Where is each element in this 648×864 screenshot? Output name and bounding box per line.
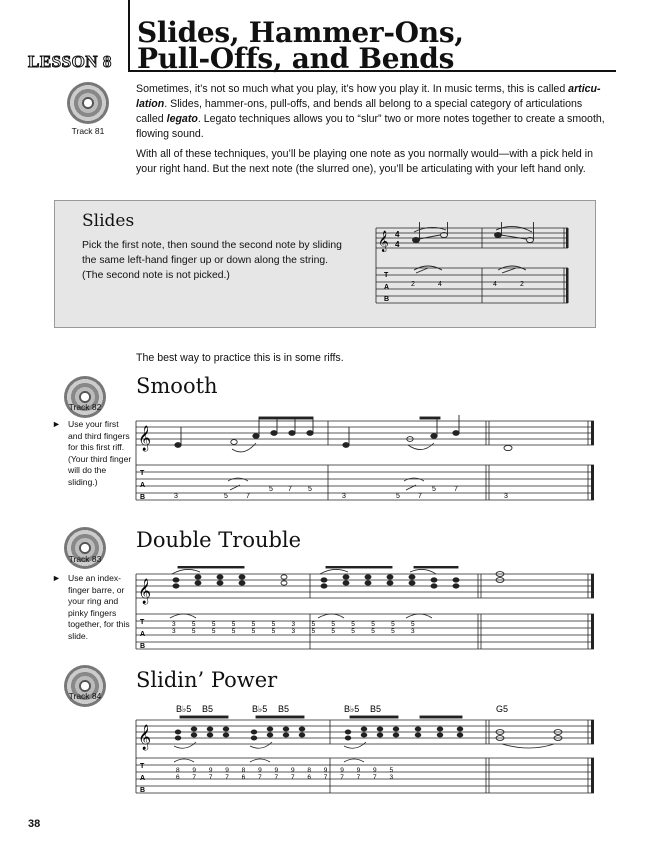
slides-notation (370, 222, 576, 308)
svg-text:7: 7 (418, 493, 422, 500)
svg-text:B♭5: B♭5 (176, 704, 192, 714)
svg-text:T: T (140, 619, 145, 626)
svg-text:T: T (384, 272, 389, 279)
treble-clef-icon: 𝄞 (138, 724, 152, 749)
arrow-right-icon: ► (52, 419, 61, 429)
treble-clef-icon: 𝄞 (138, 425, 152, 450)
section-title-smooth: Smooth (136, 374, 218, 398)
slides-heading: Slides (82, 211, 135, 231)
intro-paragraph-1: Sometimes, it’s not so much what you play, it’s how you play it. In music terms, this is called articu-lation. Slides, hammer-ons, pull-offs, and bends all belong to a special category of articulations called legato. Legato techniques allows you to “slur” two or more notes together to create a smooth, flowing sound. (136, 83, 605, 140)
svg-text:G5: G5 (496, 704, 509, 714)
svg-text:A: A (384, 284, 390, 291)
svg-text:T: T (140, 763, 145, 770)
practice-line: The best way to practice this is in some riffs. (136, 352, 344, 364)
track-label: Track 82 (68, 402, 102, 412)
svg-text:5: 5 (224, 493, 228, 500)
section-note-smooth: Use your first and third fingers for this first riff. (Your third finger will do the sliding.) (68, 419, 132, 487)
svg-text:4: 4 (493, 281, 497, 288)
tab-numbers-top: 8 9 9 9 8 9 9 9 8 9 9 9 9 5 (176, 767, 394, 774)
track-label: Track 81 (71, 126, 105, 136)
svg-text:B: B (140, 494, 146, 501)
svg-text:B5: B5 (370, 704, 382, 714)
svg-text:T: T (140, 470, 145, 477)
svg-text:B5: B5 (202, 704, 214, 714)
section-title-slidin-power: Slidin’ Power (136, 668, 278, 692)
section-title-double-trouble: Double Trouble (136, 528, 302, 552)
title-line-2: Pull-Offs, and Bends (137, 42, 455, 75)
svg-text:B5: B5 (278, 704, 290, 714)
svg-text:3: 3 (174, 493, 178, 500)
svg-text:5: 5 (308, 486, 312, 493)
intro-paragraph-2: With all of these techniques, you’ll be playing one note as you normally would—with a pick held in your right hand. But the next note (the slurred one), you’ll be articulating with your left hand only. (136, 148, 593, 175)
svg-text:5: 5 (432, 486, 436, 493)
title-line-1: Slides, Hammer-Ons, (137, 16, 464, 49)
lesson-label: LESSON 8 (28, 52, 112, 71)
svg-text:A: A (140, 631, 146, 638)
svg-text:B: B (384, 296, 390, 303)
svg-text:2: 2 (411, 281, 415, 288)
svg-text:3: 3 (504, 493, 508, 500)
svg-text:B♭5: B♭5 (252, 704, 268, 714)
svg-text:A: A (140, 482, 146, 489)
slides-description: Pick the first note, then sound the second note by sliding the same left-hand finger up or down along the string. (The second note is not picked.) (82, 240, 342, 281)
svg-text:7: 7 (288, 486, 292, 493)
svg-text:4: 4 (395, 240, 400, 249)
track-label: Track 84 (68, 691, 102, 701)
tab-numbers-top: 3 5 5 5 5 5 3 5 5 5 5 5 5 (172, 621, 415, 628)
svg-text:7: 7 (454, 486, 458, 493)
svg-text:4: 4 (438, 281, 442, 288)
svg-text:7: 7 (246, 493, 250, 500)
svg-text:B: B (140, 787, 146, 794)
slidin-power-notation (134, 700, 596, 800)
tab-numbers-bottom: 6 7 7 7 6 7 7 7 6 7 7 7 7 3 (176, 774, 394, 781)
double-trouble-notation (134, 566, 596, 656)
svg-text:5: 5 (269, 486, 273, 493)
page-number: 38 (28, 818, 41, 830)
arrow-right-icon: ► (52, 573, 61, 583)
section-note-double-trouble: Use an index-finger barre, or your ring and pinky fingers together, for this slide. (68, 573, 130, 641)
treble-clef-icon: 𝄞 (378, 231, 389, 251)
smooth-notation (134, 415, 596, 507)
svg-text:4: 4 (395, 230, 400, 239)
svg-text:5: 5 (396, 493, 400, 500)
title-rule-vertical (128, 0, 130, 72)
svg-text:A: A (140, 775, 146, 782)
svg-text:B: B (140, 643, 146, 650)
track-label: Track 83 (68, 554, 102, 564)
tab-numbers-bottom: 3 5 5 5 5 5 3 5 5 5 5 5 3 (172, 628, 415, 635)
page-title (137, 16, 607, 75)
svg-text:2: 2 (520, 281, 524, 288)
cd-icon (67, 82, 109, 124)
treble-clef-icon: 𝄞 (138, 578, 152, 603)
svg-text:B♭5: B♭5 (344, 704, 360, 714)
svg-text:3: 3 (342, 493, 346, 500)
